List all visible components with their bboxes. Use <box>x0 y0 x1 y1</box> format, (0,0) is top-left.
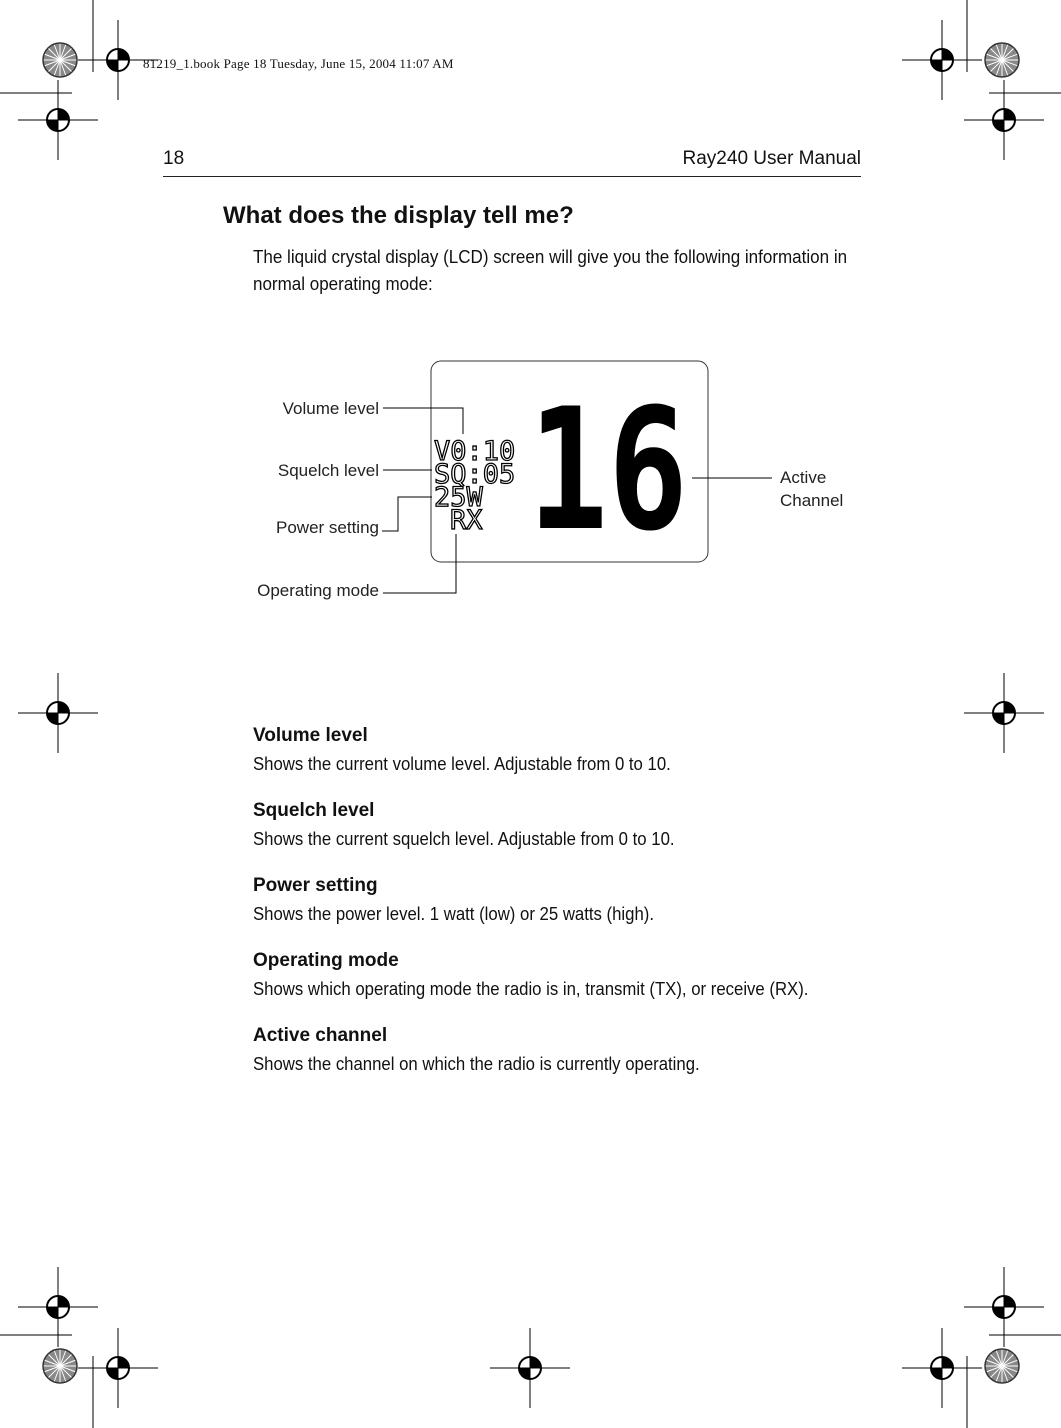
section-body: Shows the channel on which the radio is currently operating. <box>253 1054 700 1074</box>
lcd-volume-text: V0:10 <box>434 436 516 467</box>
section-heading: Squelch level <box>253 800 375 821</box>
section-heading: Power setting <box>253 875 378 896</box>
label-operating-mode: Operating mode <box>257 581 379 600</box>
print-slug: 81219_1.book Page 18 Tuesday, June 15, 2004 11:07 AM <box>143 56 454 71</box>
label-channel: Channel <box>780 491 844 510</box>
section-body: Shows the power level. 1 watt (low) or 25 watts (high). <box>253 904 655 924</box>
lcd-power-text: 25W <box>434 482 483 513</box>
label-active: Active <box>780 468 827 487</box>
power-leader <box>382 497 432 531</box>
section-operating-mode <box>253 949 873 1001</box>
lcd-diagram <box>0 340 1061 630</box>
lcd-squelch-text: SQ:05 <box>434 459 516 490</box>
page-title: What does the display tell me? <box>223 202 574 229</box>
running-header: Ray240 User Manual <box>682 148 861 169</box>
section-heading: Volume level <box>253 725 368 746</box>
lcd-channel-text: 16 <box>528 372 688 568</box>
label-volume-level: Volume level <box>282 399 379 418</box>
section-body: Shows the current squelch level. Adjustable from 0 to 10. <box>253 829 675 849</box>
section-active-channel <box>253 1024 873 1076</box>
page-number: 18 <box>163 148 185 169</box>
label-power-setting: Power setting <box>276 518 379 537</box>
section-squelch-level <box>253 799 873 851</box>
section-heading: Operating mode <box>253 950 399 971</box>
intro-paragraph: The liquid crystal display (LCD) screen will give you the following information in normal operating mode: <box>253 246 848 294</box>
header-rule <box>163 176 861 177</box>
section-body: Shows the current volume level. Adjustable from 0 to 10. <box>253 754 671 774</box>
section-body: Shows which operating mode the radio is in, transmit (TX), or receive (RX). <box>253 979 809 999</box>
section-heading: Active channel <box>253 1025 388 1046</box>
section-power-setting <box>253 874 873 926</box>
label-squelch-level: Squelch level <box>277 461 379 480</box>
section-volume-level <box>253 724 873 776</box>
lcd-mode-text: RX <box>450 505 483 536</box>
